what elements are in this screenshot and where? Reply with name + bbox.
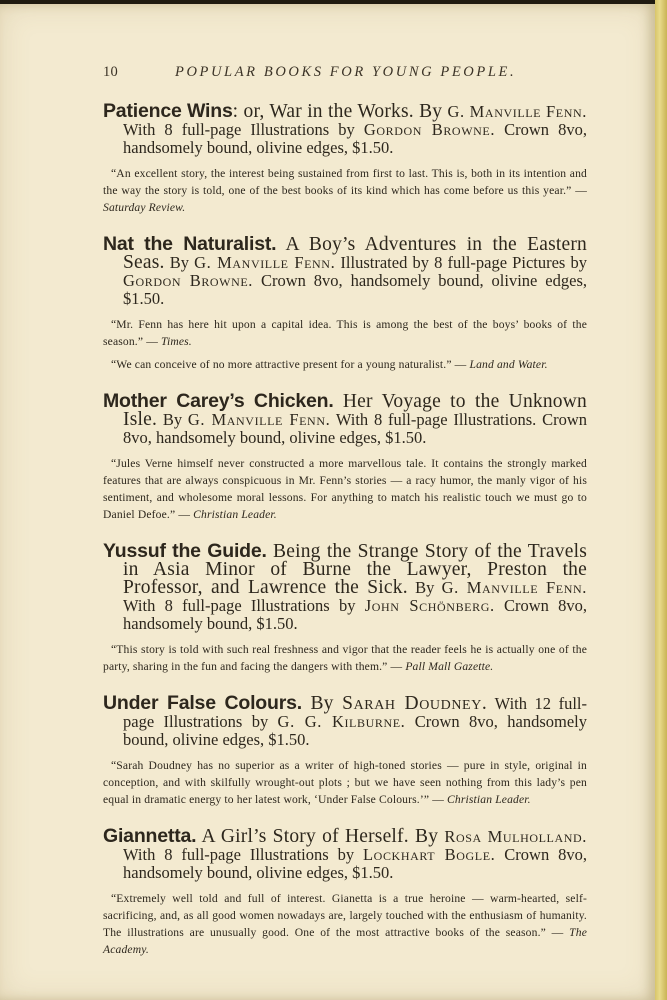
book-title: Patience Wins xyxy=(103,100,233,122)
review-quote xyxy=(103,455,587,523)
review-text: “Extremely well told and full of interest. Gianetta is a true heroine — warm-hearted, self-sacrificing, and, as all good women nowadays are, largely touched with the enthusiasm of humanity. The illustrations are unusually good. One of the most attractive books of the season.” — xyxy=(103,892,587,939)
author-prefix: By xyxy=(157,410,188,429)
book-title: Giannetta. xyxy=(103,825,197,847)
book-subtitle: Being the Strange Story of the Travels in Asia Minor of Burne the Lawyer, Preston the Professor, and Lawrence the Sick. xyxy=(123,541,587,598)
book-entry xyxy=(103,694,587,808)
book-page xyxy=(0,4,655,1000)
review-source: Saturday Review. xyxy=(103,201,186,214)
review-text: “We can conceive of no more attractive present for a young naturalist.” — xyxy=(111,358,470,371)
entry-heading xyxy=(103,694,587,749)
author-prefix: By xyxy=(301,693,343,714)
book-details: With 8 full-page Illustrations by xyxy=(123,596,365,615)
book-title: Mother Carey’s Chicken. xyxy=(103,390,334,412)
review-source: Christian Leader. xyxy=(446,793,531,806)
author-prefix: By xyxy=(413,101,448,122)
book-details: With 8 full-page Illustrations. xyxy=(330,410,537,429)
review-text: “An excellent story, the interest being sustained from first to last. This is, both in its intention and the way the story is told, one of the best books of its kind which has come before us this year.” — xyxy=(103,167,587,197)
book-details: With 8 full-page Illustrations by xyxy=(123,845,363,864)
review-source: Times. xyxy=(161,335,192,348)
review-source: The Academy. xyxy=(103,926,587,956)
review-text: “Mr. Fenn has here hit upon a capital idea. This is among the best of the boys’ books of the season.” — xyxy=(103,318,587,348)
book-entry xyxy=(103,102,587,216)
entry-heading xyxy=(103,102,587,157)
illustrator-name: Gordon Browne. xyxy=(363,120,496,139)
review-quote xyxy=(103,890,587,958)
review-source: Land and Water. xyxy=(469,358,548,371)
illustrator-name: G. G. Kilburne. xyxy=(277,712,406,731)
book-title: Under False Colours. xyxy=(103,692,302,714)
book-entry xyxy=(103,542,587,675)
review-source: Christian Leader. xyxy=(193,508,277,521)
illustrator-name: Gordon Browne. xyxy=(123,271,254,290)
page-edge xyxy=(655,0,667,1000)
book-listings xyxy=(103,102,587,977)
review-text: “Jules Verne himself never constructed a more marvellous tale. It contains the strongly marked features that are always conspicuous in Mr. Fenn’s stories — a racy humor, the manly vigor of his sentiment, and wholesome moral lessons. For anything to match his realistic touch we must go to Daniel Defoe.” — xyxy=(103,457,587,521)
review-quote xyxy=(103,356,587,373)
price-text: Crown 8vo, handsomely bound, olivine edges, $1.50. xyxy=(123,271,587,308)
title-separator: : xyxy=(232,101,239,122)
author-prefix: By xyxy=(407,578,442,597)
entry-heading xyxy=(103,235,587,308)
entry-heading xyxy=(103,542,587,633)
review-text: “This story is told with such real freshness and vigor that the reader feels he is actually one of the party, sharing in the fun and facing the dangers with them.” — xyxy=(103,643,587,673)
page-number: 10 xyxy=(103,64,119,80)
review-quote xyxy=(103,641,587,675)
book-title: Nat the Naturalist. xyxy=(103,233,277,255)
author-name: Sarah Doudney. xyxy=(342,693,488,714)
author-name: Rosa Mulholland. xyxy=(444,827,587,846)
price-text: Crown 8vo, handsomely bound, olivine edges, $1.50. xyxy=(123,410,587,447)
author-prefix: By xyxy=(408,826,445,847)
review-quote xyxy=(103,316,587,350)
book-subtitle: Her Voyage to the Unknown Isle. xyxy=(123,391,587,430)
running-head-title: POPULAR BOOKS FOR YOUNG PEOPLE. xyxy=(175,64,517,80)
book-entry xyxy=(103,235,587,373)
author-prefix: By xyxy=(164,253,195,272)
entry-heading xyxy=(103,827,587,882)
book-details: Illustrated by 8 full-page Pictures by xyxy=(335,253,587,272)
author-name: G. Manville Fenn. xyxy=(441,578,587,597)
review-source: Pall Mall Gazette. xyxy=(405,660,494,673)
review-text: “Sarah Doudney has no superior as a writer of high-toned stories — pure in style, original in conception, and with skilfully wrought-out plots ; but we have seen nothing from this lady’s pen equal in dramatic energy to her latest work, ‘Under False Colours.’” — xyxy=(103,759,587,806)
book-entry xyxy=(103,392,587,523)
illustrator-name: Lockhart Bogle. xyxy=(363,845,496,864)
entry-heading xyxy=(103,392,587,447)
book-details: With 12 full-page Illustrations by xyxy=(123,694,587,731)
book-subtitle: A Girl’s Story of Herself. xyxy=(196,826,409,847)
review-quote xyxy=(103,165,587,216)
price-text: Crown 8vo, handsomely bound, olivine edges, $1.50. xyxy=(123,845,587,882)
price-text: Crown 8vo, handsomely bound, $1.50. xyxy=(123,596,587,633)
price-text: Crown 8vo, handsomely bound, olivine edges, $1.50. xyxy=(123,120,587,157)
author-name: G. Manville Fenn. xyxy=(194,253,336,272)
review-quote xyxy=(103,757,587,808)
illustrator-name: John Schönberg. xyxy=(364,596,495,615)
price-text: Crown 8vo, handsomely bound, olivine edges, $1.50. xyxy=(123,712,587,749)
book-title: Yussuf the Guide. xyxy=(103,540,267,562)
book-subtitle: A Boy’s Adventures in the Eastern Seas. xyxy=(123,234,587,273)
book-entry xyxy=(103,827,587,958)
book-details: With 8 full-page Illustrations by xyxy=(123,120,364,139)
author-name: G. Manville Fenn. xyxy=(187,410,331,429)
book-subtitle: or, War in the Works. xyxy=(238,101,414,122)
author-name: G. Manville Fenn. xyxy=(447,102,587,121)
